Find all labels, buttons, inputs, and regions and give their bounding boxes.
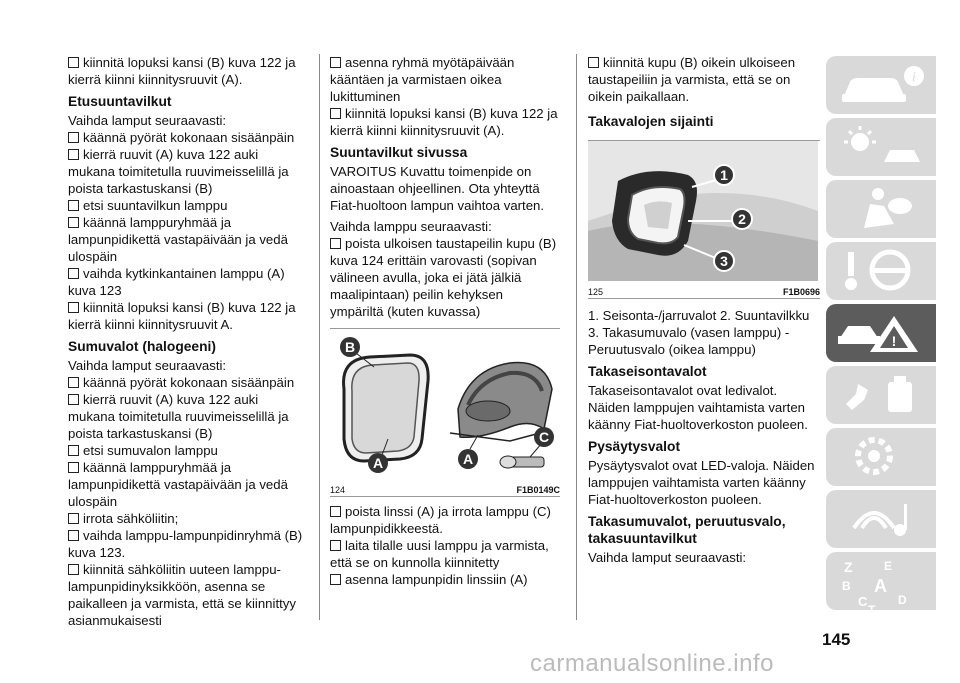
bullet-item: kiinnitä kupu (B) oikein ulkoiseen taustapeiliin ja varmista, että se on oikein paikallaan. — [588, 54, 820, 105]
column-2 — [330, 54, 560, 588]
callout-label: 2 — [738, 211, 746, 227]
callout-label: B — [344, 339, 356, 355]
figure-caption — [330, 483, 560, 496]
section-text: Pysäytysvalot ovat LED-valoja. Näiden lamppujen vaihtamista varten käänny Fiat-huoltoverkoston puoleen. — [588, 458, 815, 507]
figure-caption — [588, 285, 820, 298]
svg-text:i: i — [912, 70, 916, 85]
svg-text:!: ! — [891, 333, 897, 349]
callout-label: C — [538, 429, 550, 445]
bullet-item: vaihda kytkinkantainen lamppu (A) kuva 123 — [68, 265, 306, 299]
figure-125 — [588, 140, 820, 299]
bullet-item: kierrä ruuvit (A) kuva 122 auki mukana toimitetulla ruuvimeisselillä ja poista tarkastuskansi (B) — [68, 146, 306, 197]
figure-code: F1B0696 — [782, 287, 820, 297]
column-divider — [319, 54, 320, 620]
rear-light-photo — [588, 141, 818, 281]
bullet-item: käännä pyörät kokonaan sisäänpäin — [68, 129, 306, 146]
figure-124 — [330, 328, 560, 497]
bullet-item: etsi suuntavilkun lamppu — [68, 197, 306, 214]
section-intro: Vaihda lamput seuraavasti: — [68, 113, 227, 128]
bullet-item: käännä lamppuryhmää ja lampunpidikettä vastapäivään ja vedä ulospäin — [68, 459, 306, 510]
callout-label: 1 — [720, 167, 728, 183]
figure-code: F1B0149C — [516, 485, 560, 495]
bullet-item: etsi sumuvalon lamppu — [68, 442, 306, 459]
section-heading-sivussa: Suuntavilkut sivussa — [330, 145, 468, 160]
index-letter: E — [884, 559, 893, 573]
index-letter: C — [858, 594, 868, 609]
bullet-item: kiinnitä lopuksi kansi (B) kuva 122 ja kierrä kiinni kiinnitysruuvit (A). — [68, 54, 306, 88]
index-icon[interactable] — [826, 552, 936, 616]
breakdown-warning-icon[interactable] — [826, 304, 936, 362]
technical-data-icon[interactable] — [826, 428, 936, 486]
bullet-item: käännä lamppuryhmää ja lampunpidikettä vastapäivään ja vedä ulospäin — [68, 214, 306, 265]
bullet-item: kiinnitä sähköliitin uuteen lamppu-lampunpidinyksikköön, asenna se paikalleen ja varmista, että se kiinnittyy asianmukaisesti — [68, 561, 306, 629]
page-number: 145 — [822, 630, 851, 649]
callout-label: A — [462, 451, 474, 467]
index-letter: B — [842, 579, 851, 593]
bullet-item: asenna ryhmä myötäpäivään kääntäen ja varmistaen oikea lukittuminen — [330, 54, 560, 105]
section-heading-takavalot: Takavalojen sijainti — [588, 114, 714, 129]
warning-text: VAROITUS Kuvattu toimenpide on ainoastaan ohjeellinen. Ota yhteyttä Fiat-huoltoon lampun vaihtoa varten. — [330, 164, 545, 213]
section-heading-takasumuvalot: Takasumuvalot, peruutusvalo, takasuuntavilkut — [588, 514, 786, 546]
column-1 — [68, 54, 306, 629]
bullet-item: asenna lampunpidin linssiin (A) — [330, 571, 560, 588]
bullet-item: poista ulkoisen taustapeilin kupu (B) kuva 124 erittäin varovasti (sopivan välineen avulla, joka ei jätä jälkiä maalipintaan) peilin kehyksen ympäriltä (kuten kuvassa) — [330, 235, 560, 320]
column-3 — [588, 54, 820, 566]
bullet-item: poista linssi (A) ja irrota lamppu (C) lampunpidikkeestä. — [330, 503, 560, 537]
bullet-item: kierrä ruuvit (A) kuva 122 auki mukana toimitetulla ruuvimeisselillä ja poista tarkastuskansi (B) — [68, 391, 306, 442]
bullet-item: kiinnitä lopuksi kansi (B) kuva 122 ja kierrä kiinni kiinnitysruuvit A. — [68, 299, 306, 333]
section-text: Takaseisontavalot ovat ledivalot. Näiden lamppujen vaihtamista varten käänny Fiat-huoltoverkoston puoleen. — [588, 383, 808, 432]
figure-legend: 1. Seisonta-/jarruvalot 2. Suuntavilkku 3. Takasumuvalo (vasen lamppu) - Peruutusvalo (oikea lamppu) — [588, 308, 810, 357]
section-heading-etusuuntavilkut: Etusuuntavilkut — [68, 94, 172, 109]
bullet-item: laita tilalle uusi lamppu ja varmista, että se on kunnolla kiinnitetty — [330, 537, 560, 571]
key-steering-icon[interactable] — [826, 242, 936, 300]
section-heading-takaseisontavalot: Takaseisontavalot — [588, 364, 707, 379]
section-heading-pysaytysvalot: Pysäytysvalot — [588, 439, 681, 454]
callout-label: 3 — [720, 253, 728, 269]
mirror-illustration — [330, 329, 560, 479]
index-letter: Z — [844, 559, 853, 575]
index-letter: D — [898, 593, 907, 607]
bullet-item: vaihda lamppu-lampunpidinryhmä (B) kuva 123. — [68, 527, 306, 561]
figure-number: 124 — [330, 485, 346, 495]
column-divider — [576, 54, 577, 620]
index-letter: A — [874, 576, 887, 596]
bullet-item: irrota sähköliitin; — [68, 510, 306, 527]
multimedia-icon[interactable] — [826, 490, 936, 548]
section-intro: Vaihda lamput seuraavasti: — [68, 358, 227, 373]
callout-label: A — [372, 455, 384, 471]
section-intro: Vaihda lamppu seuraavasti: — [330, 219, 492, 234]
section-text: Vaihda lamput seuraavasti: — [588, 550, 747, 565]
section-heading-sumuvalot: Sumuvalot (halogeeni) — [68, 339, 216, 354]
dashboard-lights-icon[interactable] — [826, 118, 936, 176]
watermark: carmanualsonline.info — [530, 650, 774, 677]
maintenance-icon[interactable] — [826, 366, 936, 424]
car-info-icon[interactable] — [826, 56, 936, 114]
airbag-seat-icon[interactable] — [826, 180, 936, 238]
bullet-item: käännä pyörät kokonaan sisäänpäin — [68, 374, 306, 391]
chapter-tabs — [826, 56, 936, 614]
index-letter: T — [868, 603, 876, 616]
figure-number: 125 — [588, 287, 604, 297]
bullet-item: kiinnitä lopuksi kansi (B) kuva 122 ja kierrä kiinni kiinnitysruuvit (A). — [330, 105, 560, 139]
